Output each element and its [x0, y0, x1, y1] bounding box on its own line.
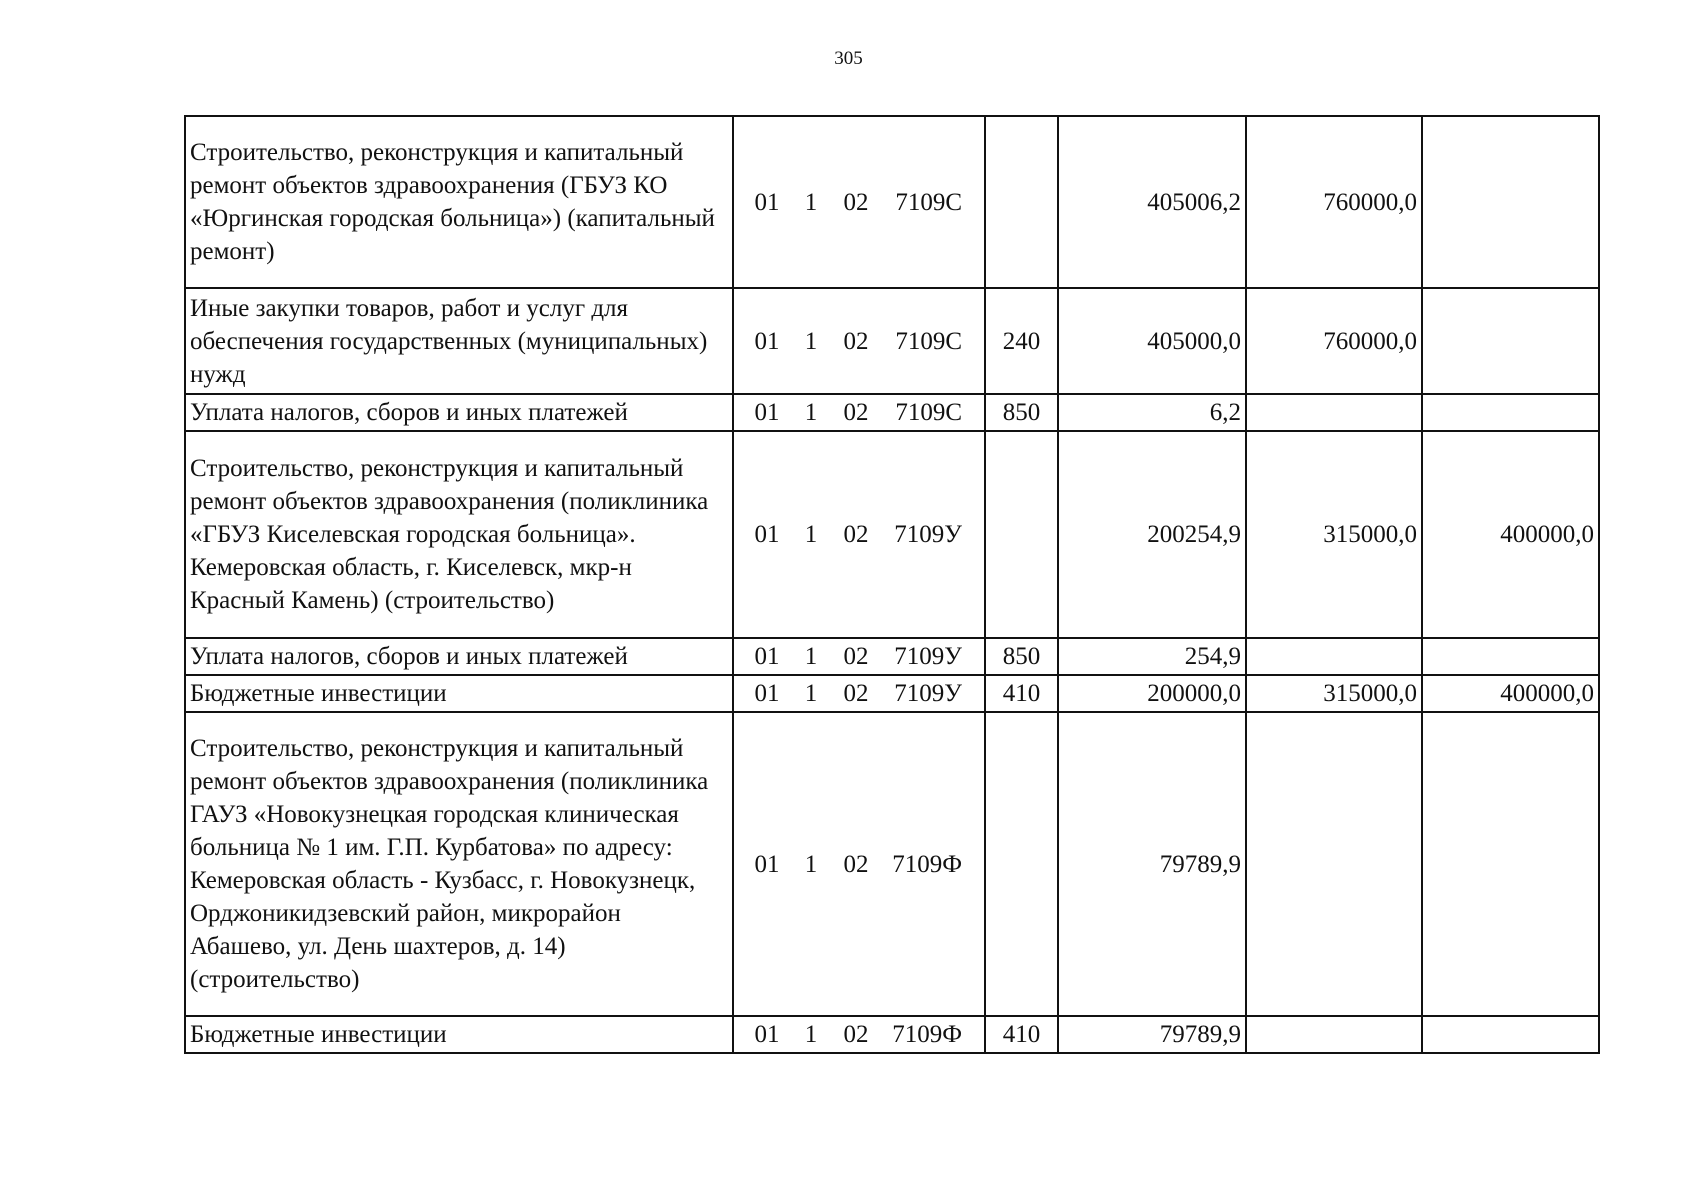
direction-code: 7109С [895, 188, 962, 216]
table-row [185, 288, 1599, 394]
sum-1-cell: 79789,9 [1058, 1016, 1246, 1053]
subprogram-code: 1 [804, 521, 818, 548]
sum-1-cell: 79789,9 [1058, 712, 1246, 1016]
subprogram-code: 1 [804, 680, 818, 707]
expense-type-cell: 850 [985, 638, 1058, 675]
program-code: 01 [754, 521, 780, 548]
event-code: 02 [843, 680, 869, 707]
classification-code-cell [733, 116, 985, 288]
event-code: 02 [843, 399, 869, 426]
program-code: 01 [754, 327, 780, 355]
table-row [185, 638, 1599, 675]
classification-code-cell [733, 675, 985, 712]
table-row [185, 712, 1599, 1016]
subprogram-code: 1 [804, 850, 818, 878]
table-row [185, 394, 1599, 431]
event-code: 02 [843, 521, 869, 548]
program-code: 01 [754, 188, 780, 216]
table-row [185, 1016, 1599, 1053]
direction-code: 7109У [894, 521, 962, 548]
program-code: 01 [754, 643, 780, 670]
row-name-cell: Бюджетные инвестиции [185, 675, 733, 712]
sum-3-cell [1422, 638, 1599, 675]
classification-code-cell [733, 638, 985, 675]
sum-3-cell [1422, 394, 1599, 431]
sum-2-cell: 315000,0 [1246, 675, 1422, 712]
sum-2-cell [1246, 712, 1422, 1016]
subprogram-code: 1 [804, 399, 818, 426]
program-code: 01 [754, 680, 780, 707]
event-code: 02 [843, 1021, 869, 1048]
row-name-cell: Бюджетные инвестиции [185, 1016, 733, 1053]
sum-1-cell: 405006,2 [1058, 116, 1246, 288]
expense-type-cell [985, 431, 1058, 638]
sum-3-cell [1422, 712, 1599, 1016]
event-code: 02 [843, 850, 869, 878]
program-code: 01 [754, 399, 780, 426]
page-number: 305 [834, 48, 863, 69]
sum-2-cell [1246, 638, 1422, 675]
expense-type-cell: 410 [985, 1016, 1058, 1053]
sum-1-cell: 200254,9 [1058, 431, 1246, 638]
subprogram-code: 1 [804, 188, 818, 216]
classification-code-cell [733, 288, 985, 394]
sum-3-cell [1422, 288, 1599, 394]
subprogram-code: 1 [804, 643, 818, 670]
program-code: 01 [754, 1021, 780, 1048]
event-code: 02 [843, 327, 869, 355]
sum-2-cell: 760000,0 [1246, 116, 1422, 288]
table-row [185, 431, 1599, 638]
sum-3-cell [1422, 116, 1599, 288]
sum-2-cell [1246, 1016, 1422, 1053]
expense-type-cell: 240 [985, 288, 1058, 394]
sum-1-cell: 254,9 [1058, 638, 1246, 675]
row-name-cell: Уплата налогов, сборов и иных платежей [185, 638, 733, 675]
subprogram-code: 1 [804, 1021, 818, 1048]
table-row [185, 675, 1599, 712]
sum-2-cell [1246, 394, 1422, 431]
expense-type-cell [985, 712, 1058, 1016]
sum-3-cell: 400000,0 [1422, 431, 1599, 638]
row-name-cell: Строительство, реконструкция и капитальный ремонт объектов здравоохранения (поликлиника «ГБУЗ Киселевская городская больница». Кемеровская область, г. Киселевск, мкр-н Красный Камень) (строительство) [185, 431, 733, 638]
event-code: 02 [843, 188, 869, 216]
direction-code: 7109У [894, 680, 962, 707]
sum-2-cell: 315000,0 [1246, 431, 1422, 638]
direction-code: 7109У [894, 643, 962, 670]
row-name-cell: Уплата налогов, сборов и иных платежей [185, 394, 733, 431]
classification-code-cell [733, 431, 985, 638]
sum-1-cell: 405000,0 [1058, 288, 1246, 394]
table-row [185, 116, 1599, 288]
direction-code: 7109Ф [892, 1021, 962, 1048]
direction-code: 7109С [895, 327, 962, 355]
expense-type-cell [985, 116, 1058, 288]
row-name-cell: Строительство, реконструкция и капитальный ремонт объектов здравоохранения (поликлиника ГАУЗ «Новокузнецкая городская клиническая больница № 1 им. Г.П. Курбатова» по адресу: Кемеровская область - Кузбасс, г. Новокузнецк, Орджоникидзевский район, микрорайон Абашево, ул. День шахтеров, д. 14) (строительство) [185, 712, 733, 1016]
subprogram-code: 1 [804, 327, 818, 355]
row-name-cell: Иные закупки товаров, работ и услуг для обеспечения государственных (муниципальных) нужд [185, 288, 733, 394]
direction-code: 7109Ф [892, 850, 962, 878]
classification-code-cell [733, 394, 985, 431]
sum-1-cell: 200000,0 [1058, 675, 1246, 712]
sum-1-cell: 6,2 [1058, 394, 1246, 431]
budget-table [184, 115, 1600, 1054]
expense-type-cell: 850 [985, 394, 1058, 431]
expense-type-cell: 410 [985, 675, 1058, 712]
classification-code-cell [733, 1016, 985, 1053]
row-name-cell: Строительство, реконструкция и капитальный ремонт объектов здравоохранения (ГБУЗ КО «Юргинская городская больница») (капитальный ремонт) [185, 116, 733, 288]
event-code: 02 [843, 643, 869, 670]
program-code: 01 [754, 850, 780, 878]
sum-3-cell: 400000,0 [1422, 675, 1599, 712]
classification-code-cell [733, 712, 985, 1016]
sum-2-cell: 760000,0 [1246, 288, 1422, 394]
direction-code: 7109С [895, 399, 962, 426]
sum-3-cell [1422, 1016, 1599, 1053]
